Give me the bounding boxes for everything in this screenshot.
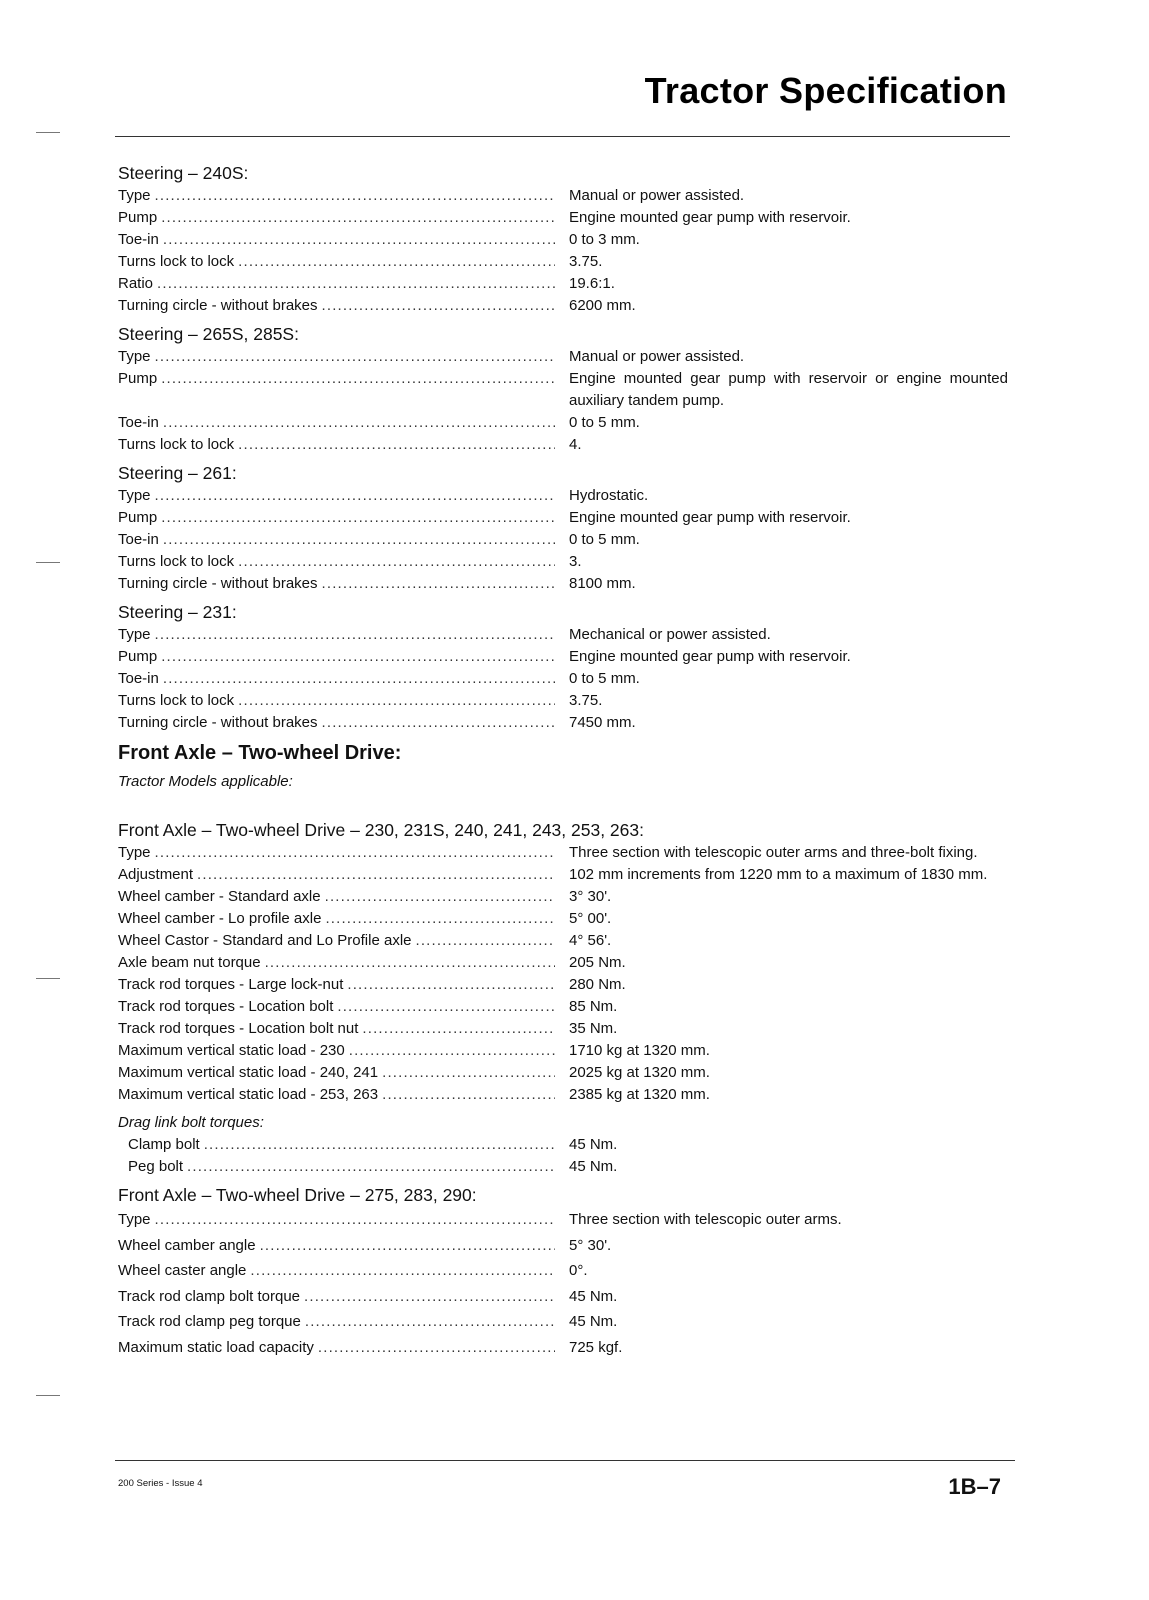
spec-row [118, 1233, 1010, 1259]
spec-value: Three section with telescopic outer arms. [569, 1211, 842, 1228]
steering-261-section [118, 462, 1010, 595]
spec-row [118, 207, 1010, 229]
spec-label: Type [118, 487, 151, 504]
spec-value: 280 Nm. [569, 976, 626, 993]
footer-divider [115, 1460, 1015, 1461]
spec-row [118, 1084, 1010, 1106]
spec-label: Turns lock to lock [118, 553, 235, 570]
spec-row [118, 551, 1010, 573]
spec-row [118, 273, 1010, 295]
spec-row [118, 624, 1010, 646]
spec-label: Maximum vertical static load - 230 [118, 1042, 345, 1059]
spec-row [118, 996, 1010, 1018]
spec-value: 0 to 5 mm. [569, 414, 640, 431]
spec-row [118, 485, 1010, 507]
spec-row [118, 886, 1010, 908]
spec-value: 19.6:1. [569, 275, 615, 292]
spec-row [118, 1134, 1010, 1156]
spec-value: 725 kgf. [569, 1338, 623, 1356]
spec-value: 205 Nm. [569, 954, 626, 971]
spec-label: Axle beam nut torque [118, 954, 261, 971]
subsection-heading: Drag link bolt torques: [118, 1114, 264, 1131]
spec-label: Pump [118, 209, 158, 226]
spec-row [118, 712, 1010, 734]
spec-label: Type [118, 626, 151, 643]
spec-label: Pump [118, 370, 158, 387]
spec-row [118, 1156, 1010, 1178]
spec-value: 0 to 5 mm. [569, 531, 640, 548]
spec-label: Wheel Castor - Standard and Lo Profile axle [118, 932, 412, 949]
spec-label: Track rod torques - Location bolt nut [118, 1020, 359, 1037]
spec-label: Type [118, 1211, 151, 1228]
spec-row [118, 229, 1010, 251]
section-heading: Steering – 231: [118, 602, 237, 622]
spec-value: 1710 kg at 1320 mm. [569, 1042, 710, 1059]
spec-value: Mechanical or power assisted. [569, 626, 771, 643]
spec-label: Clamp bolt [128, 1136, 200, 1153]
spec-value: 2025 kg at 1320 mm. [569, 1064, 710, 1081]
spec-label: Toe-in [118, 531, 159, 548]
spec-row [118, 573, 1010, 595]
spec-value: Engine mounted gear pump with reservoir. [569, 648, 851, 665]
spec-row [118, 842, 1010, 864]
steering-231-section [118, 601, 1010, 734]
spec-row [118, 346, 1010, 368]
spec-value: 85 Nm. [569, 998, 618, 1015]
spec-label: Wheel camber - Lo profile axle [118, 910, 322, 927]
spec-label: Ratio [118, 275, 154, 292]
spec-label: Turns lock to lock [118, 692, 235, 709]
spec-row [118, 930, 1010, 952]
spec-row [118, 185, 1010, 207]
spec-label: Wheel caster angle [118, 1262, 247, 1279]
spec-row [118, 1309, 1010, 1335]
spec-row [118, 1207, 1010, 1233]
spec-value: 35 Nm. [569, 1020, 618, 1037]
spec-value: 4° 56'. [569, 932, 612, 949]
spec-row [118, 434, 1010, 456]
spec-label: Pump [118, 509, 158, 526]
spec-label: Track rod torques - Large lock-nut [118, 976, 344, 993]
spec-value: 45 Nm. [569, 1313, 618, 1330]
section-heading: Front Axle – Two-wheel Drive – 275, 283, 290: [118, 1185, 477, 1205]
spec-row [118, 974, 1010, 996]
spec-label: Toe-in [118, 414, 159, 431]
margin-mark [36, 1395, 60, 1396]
spec-value: 8100 mm. [569, 575, 636, 592]
spec-row [118, 1018, 1010, 1040]
spec-value: 45 Nm. [569, 1158, 618, 1175]
spec-row [118, 507, 1010, 529]
spec-row [118, 368, 1010, 412]
spec-value: Manual or power assisted. [569, 348, 745, 365]
spec-label: Toe-in [118, 670, 159, 687]
spec-label: Toe-in [118, 231, 159, 248]
spec-label: Turning circle - without brakes [118, 714, 318, 731]
spec-row [118, 412, 1010, 434]
spec-value: 3.75. [569, 253, 603, 270]
models-note: Tractor Models applicable: [118, 773, 293, 790]
spec-value: Manual or power assisted. [569, 187, 745, 204]
spec-value: Engine mounted gear pump with reservoir. [569, 209, 851, 226]
spec-value: 5° 00'. [569, 910, 612, 927]
spec-row [118, 251, 1010, 273]
spec-value: 45 Nm. [569, 1287, 618, 1305]
spec-row [118, 1040, 1010, 1062]
spec-label: Wheel camber angle [118, 1236, 256, 1254]
spec-content [118, 162, 1010, 1366]
spec-label: Maximum vertical static load - 240, 241 [118, 1064, 379, 1081]
spec-value: 7450 mm. [569, 714, 636, 731]
spec-row [118, 668, 1010, 690]
spec-label: Turns lock to lock [118, 436, 235, 453]
section-heading: Front Axle – Two-wheel Drive – 230, 231S, 240, 241, 243, 253, 263: [118, 820, 644, 840]
front-axle-heading: Front Axle – Two-wheel Drive: [118, 742, 402, 764]
spec-row [118, 1062, 1010, 1084]
spec-label: Turning circle - without brakes [118, 575, 318, 592]
spec-row [118, 1258, 1010, 1284]
spec-label: Type [118, 844, 151, 861]
spec-value: 5° 30'. [569, 1236, 612, 1254]
margin-mark [36, 978, 60, 979]
spec-value: 0 to 5 mm. [569, 670, 640, 687]
spec-label: Type [118, 348, 151, 365]
spec-label: Peg bolt [128, 1158, 184, 1175]
margin-mark [36, 562, 60, 563]
drag-link-section [118, 1112, 1010, 1178]
front-axle-group-1 [118, 819, 1010, 1106]
spec-row [118, 864, 1010, 886]
front-axle-group-2 [118, 1184, 1010, 1360]
spec-value: 102 mm increments from 1220 mm to a maximum of 1830 mm. [569, 866, 988, 883]
page-title: Tractor Specification [644, 70, 1007, 111]
section-heading: Steering – 261: [118, 463, 237, 483]
spec-label: Track rod torques - Location bolt [118, 998, 334, 1015]
spec-value: 3° 30'. [569, 888, 612, 905]
section-heading: Steering – 265S, 285S: [118, 324, 299, 344]
margin-mark [36, 132, 60, 133]
spec-value: 2385 kg at 1320 mm. [569, 1086, 710, 1103]
page-number: 1B–7 [948, 1474, 1001, 1499]
spec-value: Three section with telescopic outer arms and three-bolt fixing. [569, 844, 978, 861]
footer-series: 200 Series - Issue 4 [118, 1478, 203, 1489]
spec-value: 0°. [569, 1262, 588, 1279]
spec-value: 3.75. [569, 692, 603, 709]
spec-row [118, 908, 1010, 930]
spec-label: Type [118, 187, 151, 204]
spec-row [118, 529, 1010, 551]
spec-row [118, 690, 1010, 712]
spec-value: 4. [569, 436, 582, 453]
steering-265s-285s-section [118, 323, 1010, 456]
steering-240s-section [118, 162, 1010, 317]
spec-row [118, 1335, 1010, 1361]
spec-value: 0 to 3 mm. [569, 231, 640, 248]
spec-label: Adjustment [118, 866, 194, 883]
spec-row [118, 295, 1010, 317]
spec-value: Engine mounted gear pump with reservoir or engine mounted auxiliary tandem pump. [569, 370, 1008, 409]
spec-label: Turning circle - without brakes [118, 297, 318, 314]
spec-label: Track rod clamp peg torque [118, 1313, 301, 1330]
spec-label: Track rod clamp bolt torque [118, 1287, 301, 1305]
spec-value: 6200 mm. [569, 297, 636, 314]
spec-row [118, 952, 1010, 974]
section-heading: Steering – 240S: [118, 163, 249, 183]
spec-label: Wheel camber - Standard axle [118, 888, 321, 905]
spec-row [118, 646, 1010, 668]
spec-label: Turns lock to lock [118, 253, 235, 270]
spec-label: Maximum static load capacity [118, 1338, 314, 1356]
spec-label: Pump [118, 648, 158, 665]
spec-value: 3. [569, 553, 582, 570]
spec-row [118, 1284, 1010, 1310]
header-divider [115, 136, 1010, 137]
spec-label: Maximum vertical static load - 253, 263 [118, 1086, 379, 1103]
spec-value: Engine mounted gear pump with reservoir. [569, 509, 851, 526]
spec-value: 45 Nm. [569, 1136, 618, 1153]
spec-value: Hydrostatic. [569, 487, 649, 504]
